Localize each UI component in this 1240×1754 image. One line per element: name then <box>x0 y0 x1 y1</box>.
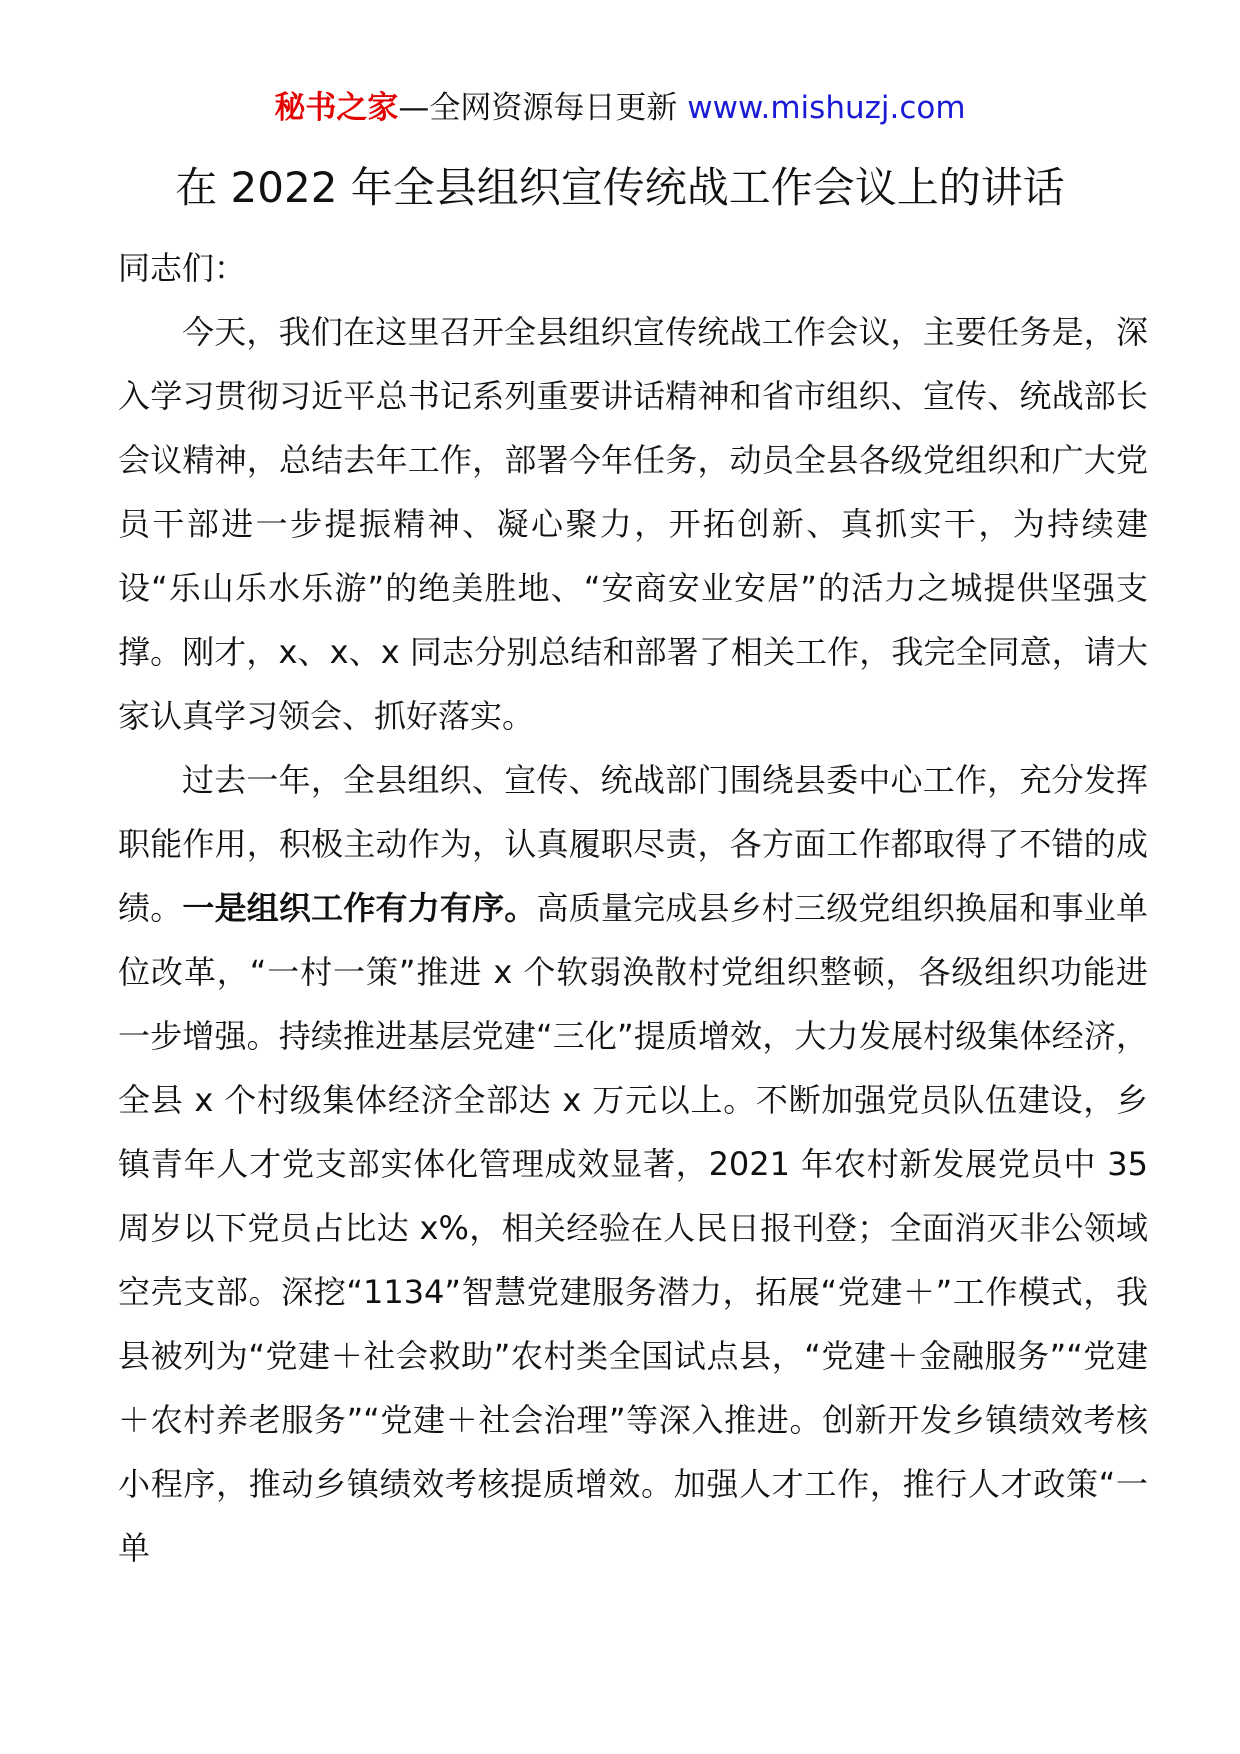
paragraph-opening: 今天，我们在这里召开全县组织宣传统战工作会议，主要任务是，深入学习贯彻习近平总书记系列重要讲话精神和省市组织、宣传、统战部长会议精神，总结去年工作，部署今年任务，动员全县各级党组织和广大党员干部进一步提振精神、凝心聚力，开拓创新、真抓实干，为持续建设“乐山乐水乐游”的绝美胜地、“安商安业安居”的活力之城提供坚强支撑。刚才，x、x、x 同志分别总结和部署了相关工作，我完全同意，请大家认真学习领会、抓好落实。 <box>118 313 1148 735</box>
site-tagline: —全网资源每日更新 <box>398 90 678 126</box>
site-url-link[interactable]: www.mishuzj.com <box>687 90 966 126</box>
section-heading-organization: 一是组织工作有力有序。 <box>182 889 537 927</box>
salutation: 同志们： <box>118 249 247 287</box>
paragraph-achievements-intro: 过去一年，全县组织、宣传、统战部门围绕县委中心工作，充分发挥职能作用，积极主动作为，认真履职尽责，各方面工作都取得了不错的成绩。 <box>118 761 1148 927</box>
site-header <box>0 88 1240 128</box>
document-title: 在 2022 年全县组织宣传统战工作会议上的讲话 <box>175 163 1065 212</box>
paragraph-achievements <box>118 748 1148 1580</box>
site-brand: 秘书之家 <box>274 90 399 126</box>
paragraph-achievements-body: 高质量完成县乡村三级党组织换届和事业单位改革，“一村一策”推进 x 个软弱涣散村党组织整顿，各级组织功能进一步增强。持续推进基层党建“三化”提质增效，大力发展村级集体经济，全县 x 个村级集体经济全部达 x 万元以上。不断加强党员队伍建设，乡镇青年人才党支部实体化管理成效显著，2021 年农村新发展党员中 35 周岁以下党员占比达 x%，相关经验在人民日报刊登；全面消灭非公领域空壳支部。深挖“1134”智慧党建服务潜力，拓展“党建＋”工作模式，我县被列为“党建＋社会救助”农村类全国试点县，“党建＋金融服务”“党建＋农村养老服务”“党建＋社会治理”等深入推进。创新开发乡镇绩效考核小程序，推动乡镇绩效考核提质增效。加强人才工作，推行人才政策“一单 <box>118 889 1148 1567</box>
document-body <box>118 236 1148 1580</box>
